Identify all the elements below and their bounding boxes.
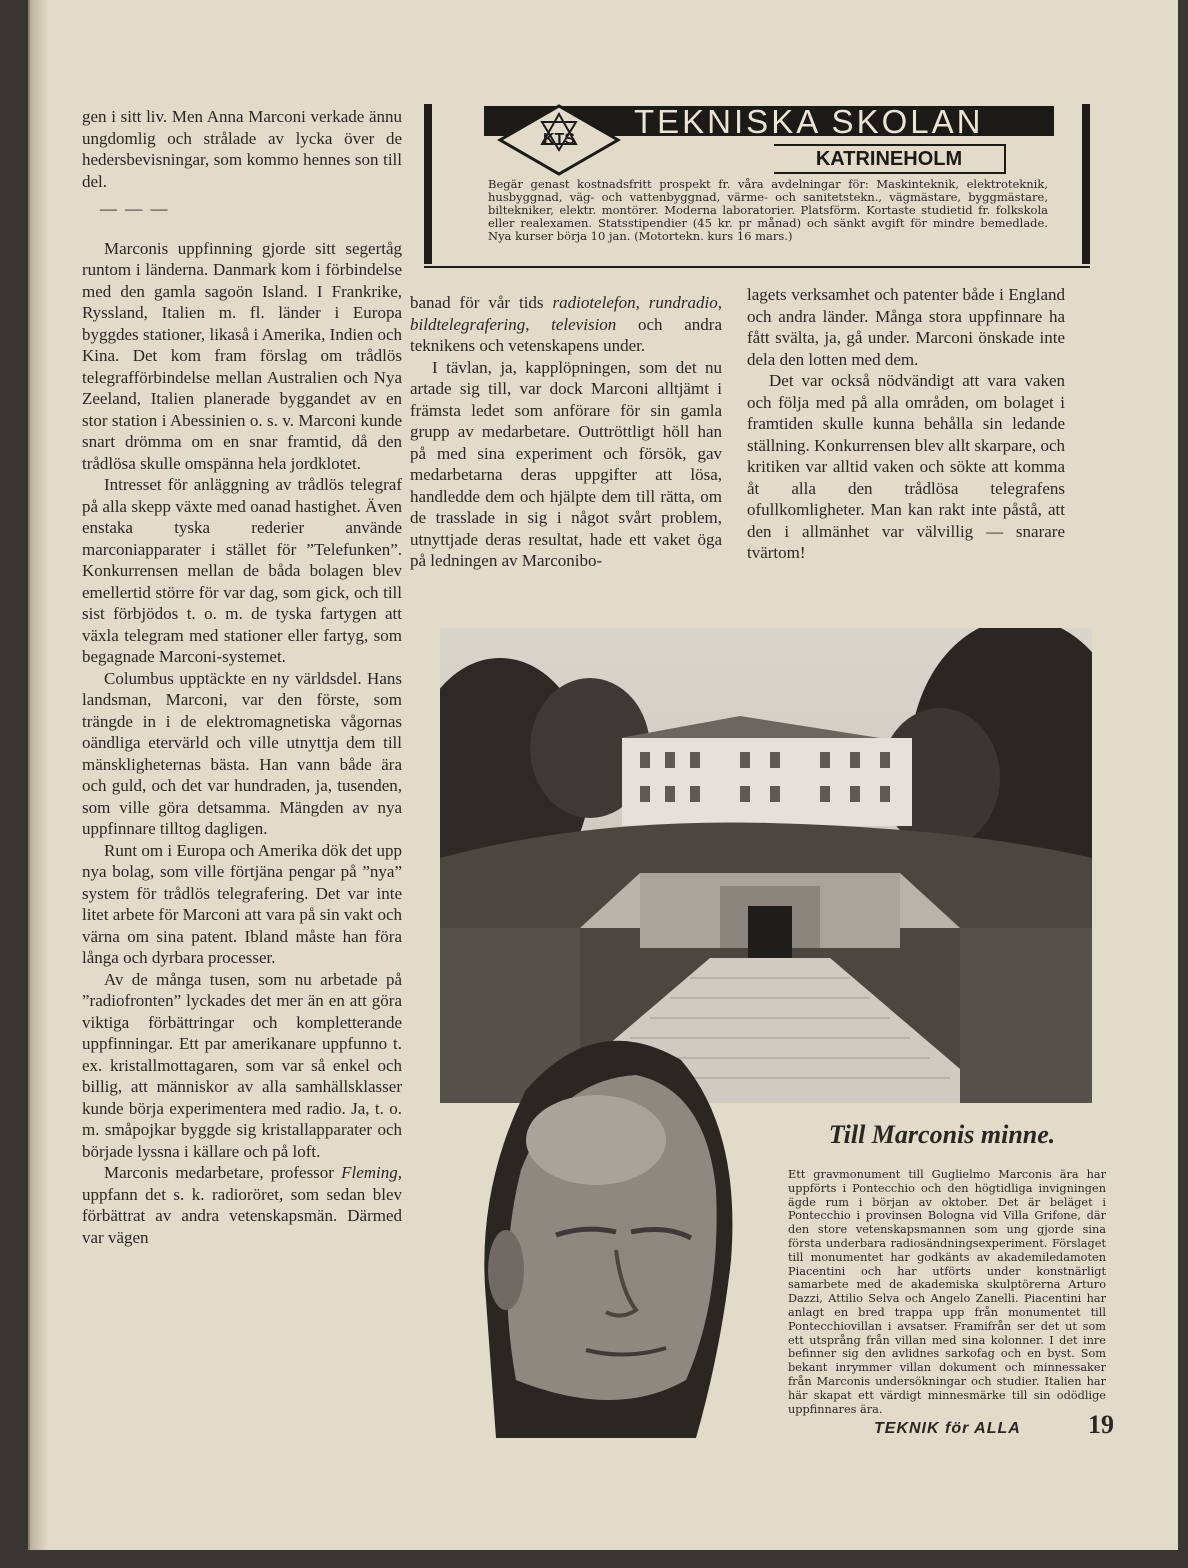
page-fold-shadow [30,0,48,1550]
caption-text: Ett gravmonument till Guglielmo Marconis ära har uppförts i Pontecchio och den högtidliga invigningen ägde rum i början av oktober. Det är beläget i Pontecchio i provinsen Bologna vid Villa Grifone, där den store vetenskapsmannen som ung gjorde sina första underbara radiosändningsexperiment. Förslaget till monumentet har godkänts av akademiledamoten Piacentini och har utförts under konstnärligt samarbete med de akademiska skulptörerna Arturo Dazzi, Attilio Selva och Angelo Zanelli. Piacentini har anlagt en bred trappa upp från monumentet till Pontecchiovillan i avsatser. Framifrån ser det ut som ett utsprång från villan med sina kolonner. I det inre befinner sig den avlidnes sarkofag och en byst. Som bekant inrymmer villan dokument och minnessaker från Marconis undersökningar och studier. Italien har här skapat ett värdigt minnesmärke till sin odödlige uppfinnares ära. [788,1168,1106,1416]
marconi-bust-photo [466,1020,756,1438]
ad-city: KATRINEHOLM [774,144,1006,174]
paragraph: Columbus upptäckte en ny världsdel. Hans landsman, Marconi, var den förste, som trängde in i de elektromagnetiska vågornas oändliga etervärld och ville utnyttja dem till mänskligheternas bästa. Han vann både ära och guld, och det var hundraden, ja, tusenden, som ville göra detsamma. Mängden av nya uppfinnare tilltog dagligen. [82,668,402,838]
paragraph [410,292,722,357]
paragraph: I tävlan, ja, kapplöpningen, som det nu artade sig till, var dock Marconi alltjämt i främsta ledet som anförare för sin gamla grupp av medarbetare. Outtröttligt höll han på med sina experiment och försök, gav medarbetarna deras uppgifter att lösa, handledde dem och hjälpte dem till rätta, om de trasslade in sig i något svårt problem, utnyttjade deras resultat, hade ett vaket öga på ledningen av Marconibo- [410,357,722,570]
school-logo-icon [494,104,624,176]
paragraph: Runt om i Europa och Amerika dök det upp nya bolag, som ville förtjäna pengar på ”nya” system för trådlös telegrafering. Det var inte litet arbete för Marconi att vara på sin vakt och värna om sina patent. Ibland måste han föra långa och dyrbara processer. [82,840,402,967]
caption-title: Till Marconis minne. [828,1120,1056,1149]
paragraph-text: banad för vår tids [410,293,544,312]
name-fleming: Fleming, [341,1163,402,1182]
paragraph: gen i sitt liv. Men Anna Marconi verkade ännu ungdomlig och strålade av lycka över de hedersbevisningar, som kommo hennes son till del. [82,107,402,191]
paragraph-text: uppfann det s. k. radioröret, som sedan blev förbättrat av andra vetenskapsmän. Därmed var vägen [82,1184,402,1247]
page-number: 19 [1088,1410,1114,1439]
paragraph: Marconis uppfinning gjorde sitt segertåg runtom i länderna. Danmark kom i förbindelse med den gamla sagoön Island. I Frankrike, Ryssland, Italien m. fl. länder i Europa byggdes stationer, likaså i Amerika, Indien och Kina. Det kom fram förslag om trådlös telegrafförbindelse mellan Australien och Nya Zeeland, Italien planerade byggandet av en stor station i Abessinien o. s. v. Marconi kunde snart drömma om en snar framtid, då den trådlösa skulle omspänna hela jordklotet. [82,238,402,473]
italic-technologies: radiotelefon, rundradio, bildtelegrafering, television [410,293,723,334]
advertisement-tekniska-skolan [424,100,1090,268]
magazine-name: TEKNIK för ALLA [874,1420,1021,1437]
bust-image [466,1020,756,1438]
article-column-1 [82,106,402,1248]
paragraph: lagets verksamhet och patenter både i England och andra länder. Många stora uppfinnare ha fått svälta, ja, gå under. Marconi önskade inte dela den lotten med dem. [747,285,1065,369]
paragraph: Det var också nödvändigt att vara vaken och följa med på alla områden, om bolaget i framtiden skulle kunna behålla sin ledande ställning. Konkurrensen blev allt skarpare, och kritiken var alltid vaken och sökte att komma åt alla den trådlösa telegrafens ofullkomligheter. Man kan rakt inte påstå, att den i allmänhet var välvillig — snarare tvärtom! [747,371,1065,562]
logo-text: KTS [543,131,575,148]
ad-border-left [424,104,432,264]
paragraph-text: Marconis medarbetare, professor [104,1163,334,1182]
article-column-2 [410,292,722,572]
ad-school-name: TEKNISKA SKOLAN [484,106,1054,136]
section-separator: — — — [100,199,170,218]
paragraph: Intresset för anläggning av trådlös telegraf på alla skepp växte med oanad hastighet. Även enstaka tyska rederier använde marconiapparater i stället för ”Telefunken”. Konkurrensen mellan de båda bolagen blev emellertid större för var dag, som gick, och till sist förbjödos t. o. m. de tyska fartygen att växla telegram med stationer eller fartyg, som begagnade Marconi-systemet. [82,475,402,666]
article-column-3 [747,284,1065,564]
paragraph [82,1162,402,1248]
ad-body: Begär genast kostnadsfritt prospekt fr. våra avdelningar för: Maskinteknik, elektroteknik, husbyggnad, väg- och vattenbyggnad, värme- och sanitetstekn., vägmästare, byggmästare, biltekniker, elektr. montörer. Moderna laboratorier. Platsförm. Kortaste studietid fr. folkskola eller realexamen. Statsstipendier (45 kr. pr månad) och sänkt avgift för mindre bemedlade. Nya kurser börja 10 jan. (Motortekn. kurs 16 mars.) [488,177,1048,243]
paragraph: Av de många tusen, som nu arbetade på ”radiofronten” lyckades det mer än en att göra viktiga förbättringar och kompletterande uppfinningar. Ett par amerikanare uppfunno t. ex. kristallmottagaren, som var så enkel och billig, att människor av alla samhällsklasser kunde börja experimentera med radio. Ja, t. o. m. småpojkar byggde sig kristallapparater och började lyssna i källare och på loft. [82,969,402,1161]
paragraph-text: och andra teknikens och vetenskapens under. [410,314,722,355]
ad-border-right [1082,104,1090,264]
ad-bottom-rule [424,266,1090,268]
